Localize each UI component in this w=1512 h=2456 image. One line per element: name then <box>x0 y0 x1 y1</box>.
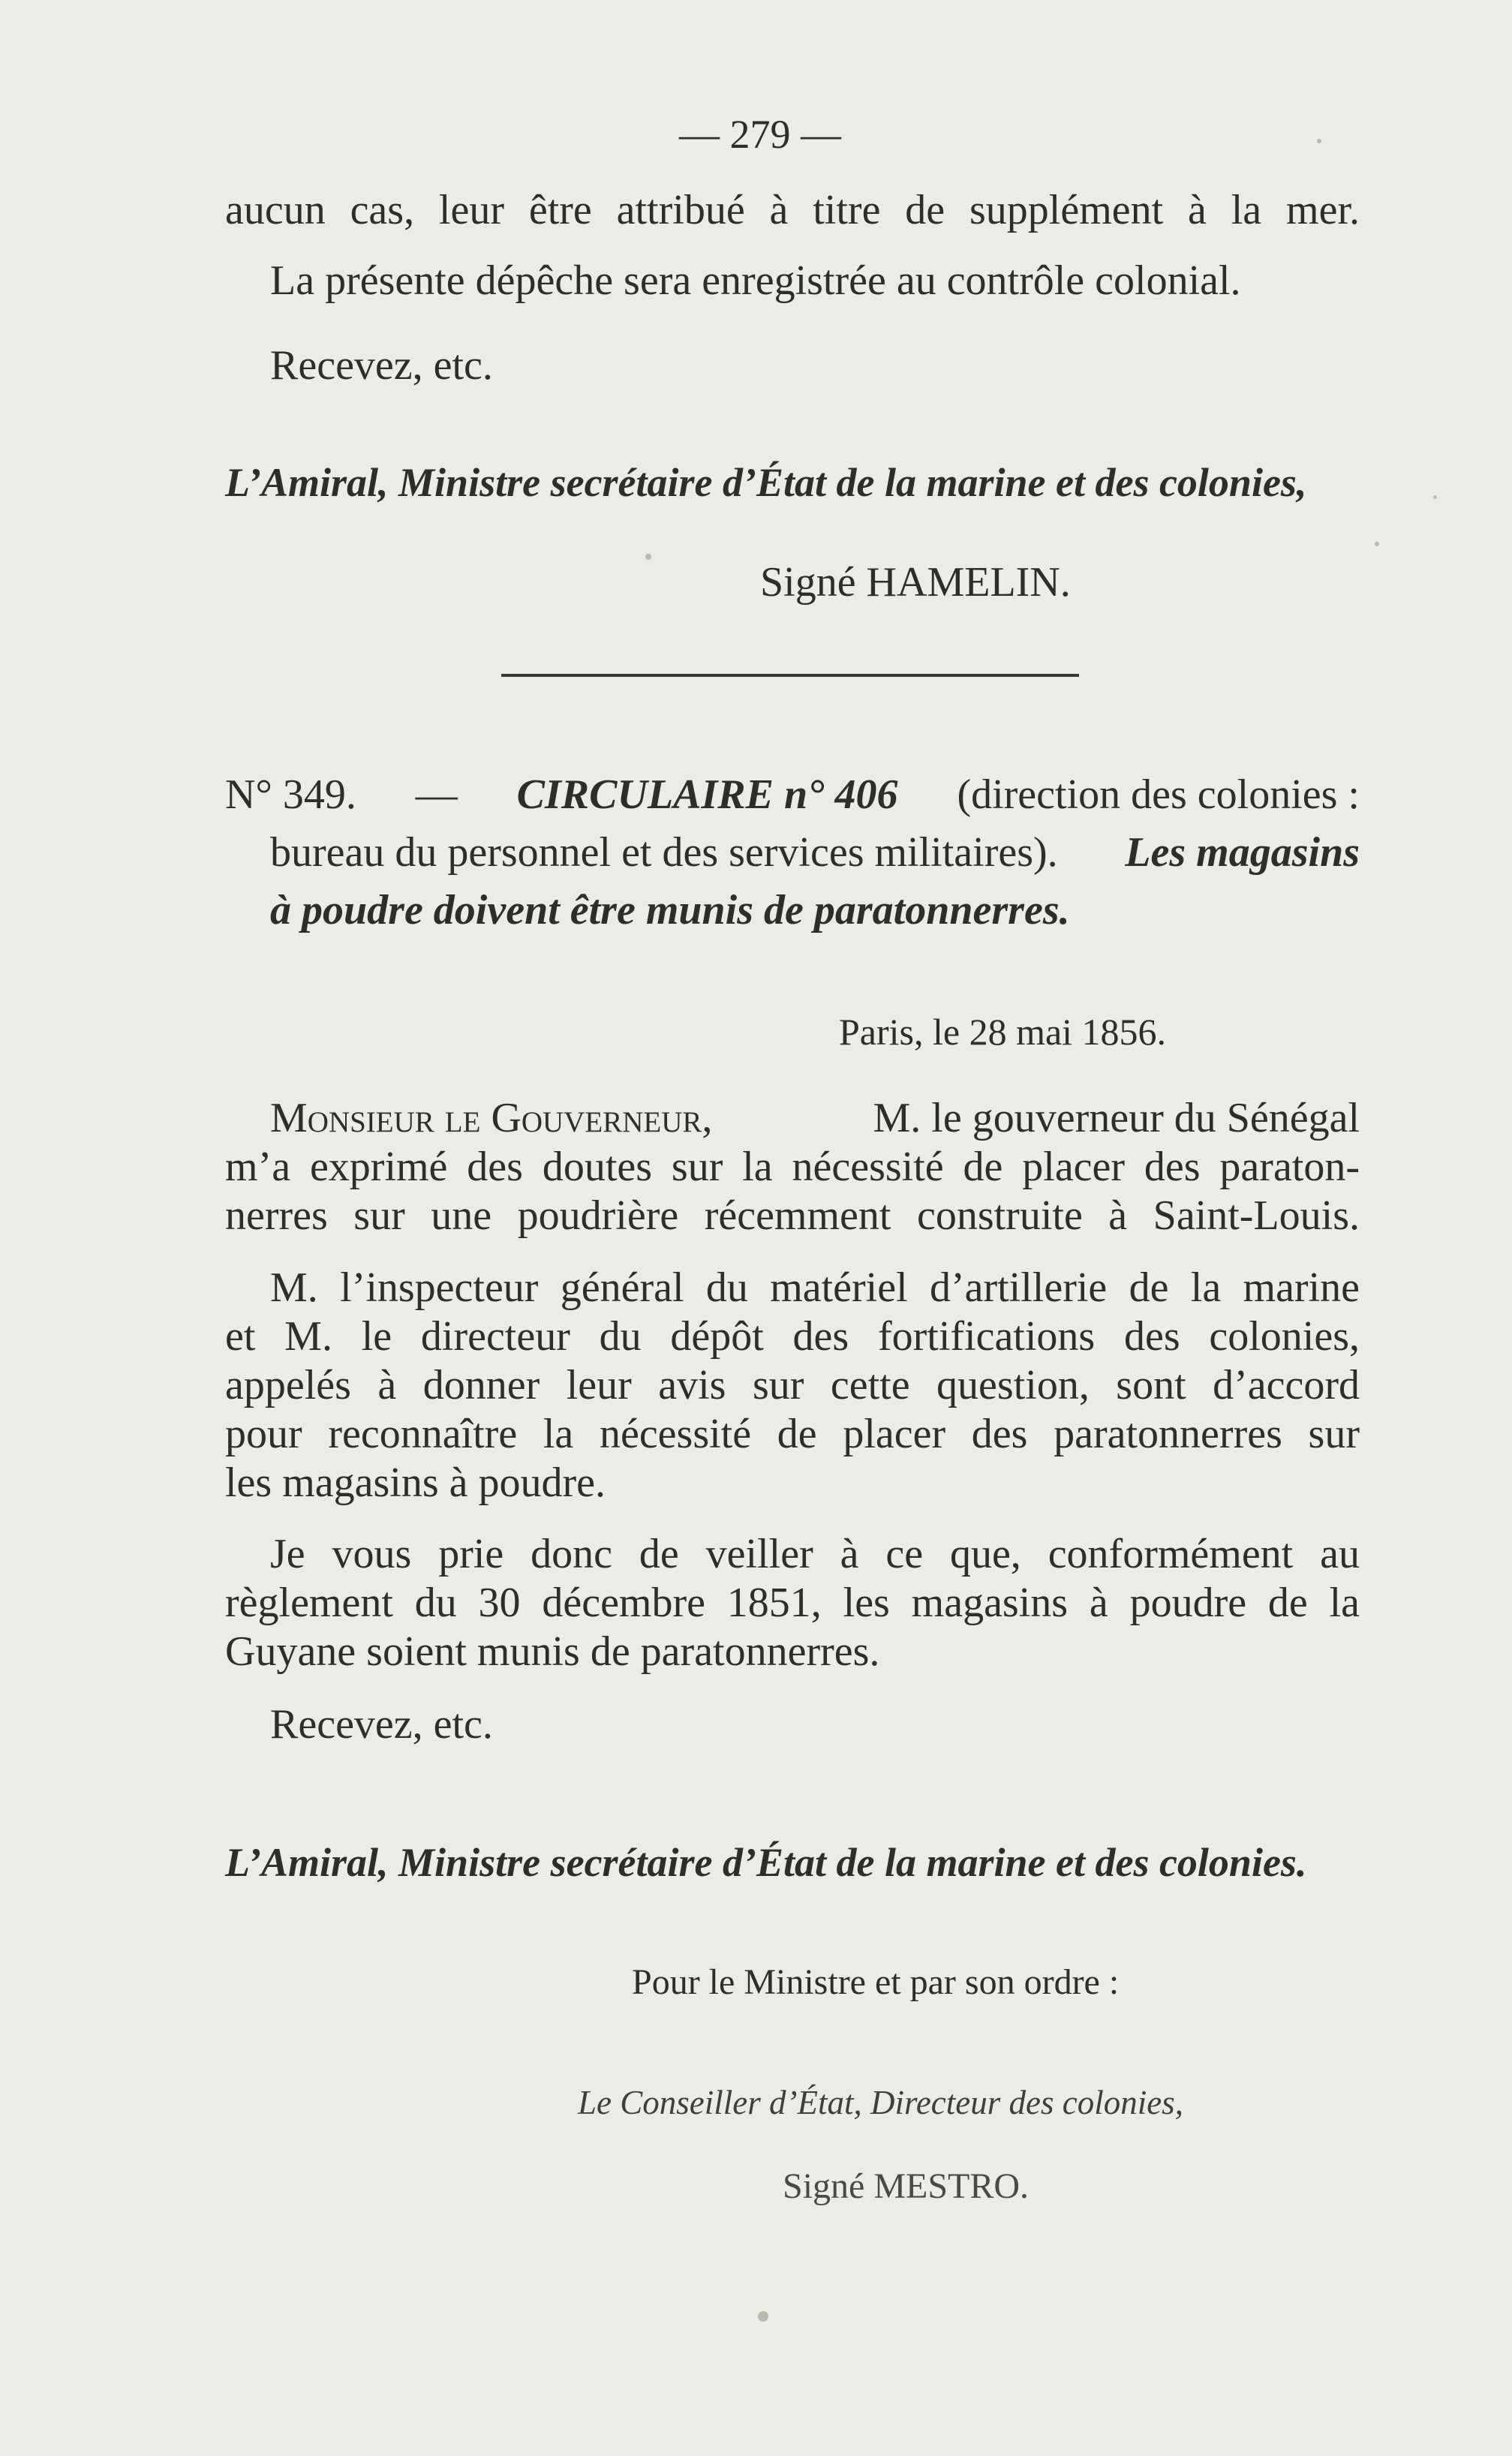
text-line: et M. le directeur du dépôt des fortifications des colonies, <box>225 1315 1360 1360</box>
document-number: N° 349. <box>225 771 356 818</box>
salutation-line <box>270 1097 1360 1139</box>
place-date: Paris, le 28 mai 1856. <box>839 1011 1167 1053</box>
header-dash: — <box>415 771 458 818</box>
text-line: M. le gouverneur du Sénégal <box>873 1095 1360 1141</box>
text-line: Guyane soient munis de paratonnerres. <box>225 1628 880 1675</box>
text-line: M. l’inspecteur général du matériel d’artillerie de la marine <box>270 1267 1360 1311</box>
text-line: Je vous prie donc de veiller à ce que, conformément au <box>270 1533 1360 1577</box>
text-line: m’a exprimé des doutes sur la nécessité de placer des paraton- <box>225 1146 1360 1190</box>
signature: Signé HAMELIN. <box>760 559 1071 606</box>
signatory-title: L’Amiral, Ministre secrétaire d’État de la marine et des colonies. <box>225 1840 1307 1885</box>
closing-formula: Recevez, etc. <box>270 1701 493 1748</box>
signature: Signé MESTRO. <box>783 2166 1030 2206</box>
signatory-title: L’Amiral, Ministre secrétaire d’État de la marine et des colonies, <box>225 460 1307 505</box>
text-line: appelés à donner leur avis sur cette question, sont d’accord <box>225 1364 1360 1408</box>
circular-header-direction: (direction des colonies : <box>957 771 1360 818</box>
paper-speck <box>758 2311 768 2322</box>
paper-speck <box>1375 542 1379 546</box>
paper-speck <box>1433 495 1437 499</box>
circular-label: CIRCULAIRE n° 406 <box>516 771 898 818</box>
text-line: pour reconnaître la nécessité de placer des paratonnerres sur <box>225 1413 1360 1457</box>
order-line: Pour le Ministre et par son ordre : <box>632 1962 1120 2002</box>
paper-speck <box>645 554 651 560</box>
text-line: règlement du 30 décembre 1851, les magasins à poudre de la <box>225 1582 1360 1626</box>
text-line: La présente dépêche sera enregistrée au contrôle colonial. <box>270 257 1241 304</box>
circular-header-bureau <box>270 829 1360 876</box>
section-divider <box>501 674 1079 677</box>
text-line: aucun cas, leur être attribué à titre de supplément à la mer. <box>225 189 1360 233</box>
subject-start: Les magasins <box>1125 829 1360 876</box>
page-number: — 279 — <box>679 112 841 157</box>
bureau-text: bureau du personnel et des services militaires). <box>270 829 1058 876</box>
councillor-title: Le Conseiller d’État, Directeur des colonies, <box>578 2084 1183 2121</box>
text-line: les magasins à poudre. <box>225 1459 606 1506</box>
paper-speck <box>1317 139 1321 143</box>
salutation: Monsieur le Gouverneur, <box>270 1095 713 1141</box>
text-line: nerres sur une poudrière récemment construite à Saint-Louis. <box>225 1195 1360 1239</box>
subject-line: à poudre doivent être munis de paratonnerres. <box>270 887 1070 933</box>
circular-header-line <box>225 771 1360 818</box>
closing-formula: Recevez, etc. <box>270 342 493 389</box>
